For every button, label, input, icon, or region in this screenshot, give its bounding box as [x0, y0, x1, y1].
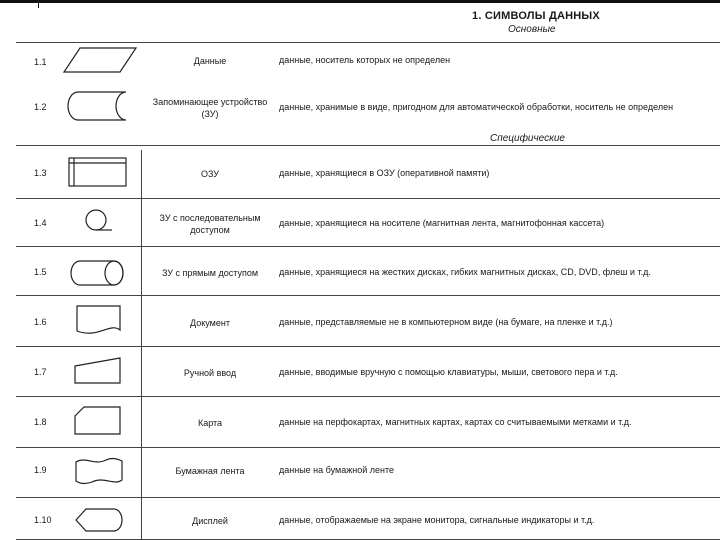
row-description: данные на бумажной ленте [279, 465, 394, 475]
row-divider [16, 145, 720, 146]
row-name: Запоминающее устройство (ЗУ) [152, 97, 268, 119]
sequential-access-icon [84, 208, 114, 234]
row-description: данные, носитель которых не определен [279, 55, 451, 65]
row-description: данные, представляемые не в компьютерном виде (на бумаге, на пленке и т.д.) [279, 317, 613, 327]
top-tick-mark [38, 0, 39, 8]
top-border [0, 0, 720, 3]
row-divider [16, 346, 720, 347]
row-number: 1.6 [34, 317, 47, 327]
row-number: 1.10 [34, 515, 52, 525]
row-name: Бумажная лента [175, 466, 245, 476]
row-name: ЗУ с прямым доступом [161, 268, 259, 278]
row-number: 1.9 [34, 465, 47, 475]
row-name: Дисплей [192, 516, 228, 526]
row-name: Карта [197, 418, 223, 428]
direct-access-icon [70, 259, 126, 287]
row-divider [16, 447, 720, 448]
row-number: 1.3 [34, 168, 47, 178]
row-description: данные, отображаемые на экране монитора, сигнальные индикаторы и т.д. [279, 515, 595, 525]
manual-input-icon [74, 357, 122, 385]
row-divider [16, 198, 720, 199]
row-name: ЗУ с последовательным доступом [159, 213, 261, 235]
row-number: 1.1 [34, 57, 47, 67]
card-icon [74, 406, 122, 436]
section-subtitle: Основные [508, 24, 556, 35]
row-name: Документ [190, 318, 230, 328]
parallelogram-icon [62, 47, 138, 73]
row-number: 1.2 [34, 102, 47, 112]
row-name: Ручной ввод [183, 368, 237, 378]
row-description: данные, хранимые в виде, пригодном для автоматической обработки, носитель не определен [279, 102, 674, 112]
row-description: данные, хранящиеся на жестких дисках, гибких магнитных дисках, CD, DVD, флеш и т.д. [279, 267, 651, 277]
section-title: 1. СИМВОЛЫ ДАННЫХ [472, 10, 600, 22]
row-number: 1.4 [34, 218, 47, 228]
row-description: данные, хранящиеся на носителе (магнитная лента, магнитофонная кассета) [279, 218, 605, 228]
paper-tape-icon [74, 456, 124, 486]
row-description: данные, хранящиеся в ОЗУ (оперативной памяти) [279, 168, 490, 178]
row-description: данные на перфокартах, магнитных картах, картах со считываемыми метками и т.д. [279, 417, 632, 427]
row-divider [16, 246, 720, 247]
internal-storage-icon [68, 157, 128, 187]
row-number: 1.7 [34, 367, 47, 377]
column-divider [141, 150, 142, 540]
row-name: Данные [193, 56, 227, 66]
document-icon [76, 305, 122, 337]
stored-data-icon [66, 91, 128, 121]
display-icon [74, 507, 124, 533]
row-description: данные, вводимые вручную с помощью клавиатуры, мыши, светового пера и т.д. [279, 367, 618, 377]
row-name: ОЗУ [200, 169, 220, 179]
row-divider [16, 396, 720, 397]
row-divider [16, 497, 720, 498]
row-number: 1.5 [34, 267, 47, 277]
row-divider [16, 42, 720, 43]
row-number: 1.8 [34, 417, 47, 427]
specific-heading: Специфические [490, 133, 565, 144]
row-divider [16, 295, 720, 296]
